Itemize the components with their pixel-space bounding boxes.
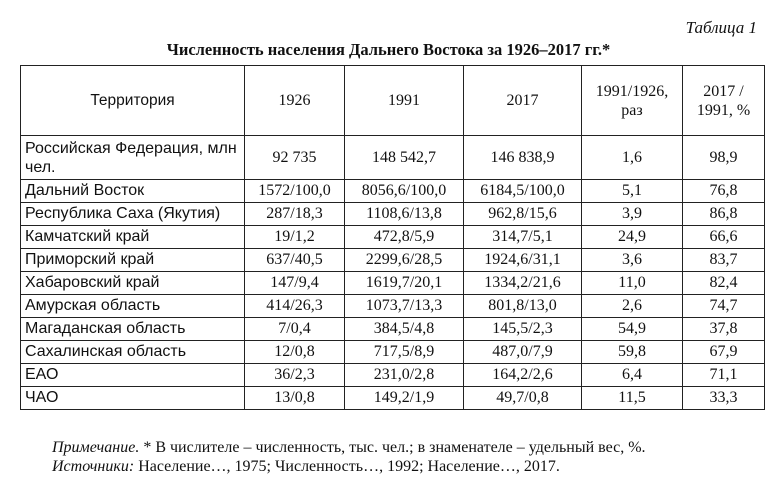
table-title: Численность населения Дальнего Востока за 1926–2017 гг.* — [166, 40, 611, 59]
header-row — [21, 66, 765, 136]
cell-1991: 1619,7/20,1 — [345, 272, 464, 295]
cell-ratio: 3,9 — [582, 203, 683, 226]
table-row — [21, 249, 765, 272]
header-ratio: 1991/1926, раз — [582, 66, 683, 136]
cell-2017: 146 838,9 — [464, 136, 582, 180]
footnote — [52, 438, 646, 476]
cell-1991: 717,5/8,9 — [345, 341, 464, 364]
cell-territory: Приморский край — [21, 249, 245, 272]
cell-ratio: 2,6 — [582, 295, 683, 318]
cell-1991: 2299,6/28,5 — [345, 249, 464, 272]
table-row — [21, 226, 765, 249]
header-1991: 1991 — [345, 66, 464, 136]
cell-percent: 37,8 — [683, 318, 765, 341]
cell-percent: 86,8 — [683, 203, 765, 226]
cell-2017: 801,8/13,0 — [464, 295, 582, 318]
cell-ratio: 1,6 — [582, 136, 683, 180]
cell-territory: Дальний Восток — [21, 180, 245, 203]
cell-territory: Амурская область — [21, 295, 245, 318]
cell-1926: 12/0,8 — [245, 341, 345, 364]
sources-text: Население…, 1975; Численность…, 1992; Население…, 2017. — [134, 458, 560, 475]
cell-1991: 472,8/5,9 — [345, 226, 464, 249]
cell-percent: 74,7 — [683, 295, 765, 318]
cell-2017: 1334,2/21,6 — [464, 272, 582, 295]
cell-2017: 487,0/7,9 — [464, 341, 582, 364]
cell-1926: 19/1,2 — [245, 226, 345, 249]
cell-percent: 98,9 — [683, 136, 765, 180]
cell-territory: Сахалинская область — [21, 341, 245, 364]
cell-ratio: 6,4 — [582, 364, 683, 387]
cell-percent: 33,3 — [683, 387, 765, 410]
header-2017: 2017 — [464, 66, 582, 136]
table-row — [21, 295, 765, 318]
sources-label: Источники: — [52, 458, 135, 475]
cell-1991: 8056,6/100,0 — [345, 180, 464, 203]
cell-1926: 637/40,5 — [245, 249, 345, 272]
table-row — [21, 272, 765, 295]
cell-territory: Магаданская область — [21, 318, 245, 341]
cell-1926: 7/0,4 — [245, 318, 345, 341]
cell-1926: 147/9,4 — [245, 272, 345, 295]
cell-territory: Российская Федерация, млн чел. — [21, 136, 245, 180]
cell-1991: 149,2/1,9 — [345, 387, 464, 410]
cell-2017: 145,5/2,3 — [464, 318, 582, 341]
cell-1991: 148 542,7 — [345, 136, 464, 180]
cell-ratio: 59,8 — [582, 341, 683, 364]
cell-percent: 82,4 — [683, 272, 765, 295]
cell-1991: 1073,7/13,3 — [345, 295, 464, 318]
cell-1991: 1108,6/13,8 — [345, 203, 464, 226]
cell-1991: 384,5/4,8 — [345, 318, 464, 341]
cell-ratio: 11,0 — [582, 272, 683, 295]
cell-1926: 414/26,3 — [245, 295, 345, 318]
header-territory: Территория — [21, 66, 245, 136]
cell-percent: 76,8 — [683, 180, 765, 203]
cell-ratio: 24,9 — [582, 226, 683, 249]
cell-2017: 1924,6/31,1 — [464, 249, 582, 272]
cell-territory: ЧАО — [21, 387, 245, 410]
cell-territory: Камчатский край — [21, 226, 245, 249]
cell-1926: 1572/100,0 — [245, 180, 345, 203]
cell-1926: 13/0,8 — [245, 387, 345, 410]
cell-percent: 67,9 — [683, 341, 765, 364]
note-text: * В числителе – численность, тыс. чел.; в знаменателе – удельный вес, %. — [139, 439, 646, 456]
sources-line — [52, 457, 646, 476]
cell-2017: 6184,5/100,0 — [464, 180, 582, 203]
cell-ratio: 5,1 — [582, 180, 683, 203]
header-percent: 2017 / 1991, % — [683, 66, 765, 136]
cell-2017: 164,2/2,6 — [464, 364, 582, 387]
cell-2017: 314,7/5,1 — [464, 226, 582, 249]
table-row — [21, 136, 765, 180]
cell-2017: 962,8/15,6 — [464, 203, 582, 226]
cell-territory: Республика Саха (Якутия) — [21, 203, 245, 226]
table-row — [21, 203, 765, 226]
note-label: Примечание. — [52, 439, 140, 456]
table-row — [21, 341, 765, 364]
cell-1926: 36/2,3 — [245, 364, 345, 387]
cell-1926: 287/18,3 — [245, 203, 345, 226]
cell-percent: 66,6 — [683, 226, 765, 249]
table-row — [21, 387, 765, 410]
cell-ratio: 54,9 — [582, 318, 683, 341]
cell-territory: Хабаровский край — [21, 272, 245, 295]
cell-1991: 231,0/2,8 — [345, 364, 464, 387]
population-table — [20, 65, 765, 410]
table-row — [21, 180, 765, 203]
cell-1926: 92 735 — [245, 136, 345, 180]
note-line — [52, 438, 646, 457]
table-row — [21, 364, 765, 387]
table-label: Таблица 1 — [685, 18, 757, 37]
cell-percent: 71,1 — [683, 364, 765, 387]
table-row — [21, 318, 765, 341]
header-1926: 1926 — [245, 66, 345, 136]
cell-2017: 49,7/0,8 — [464, 387, 582, 410]
cell-percent: 83,7 — [683, 249, 765, 272]
cell-territory: ЕАО — [21, 364, 245, 387]
cell-ratio: 11,5 — [582, 387, 683, 410]
cell-ratio: 3,6 — [582, 249, 683, 272]
